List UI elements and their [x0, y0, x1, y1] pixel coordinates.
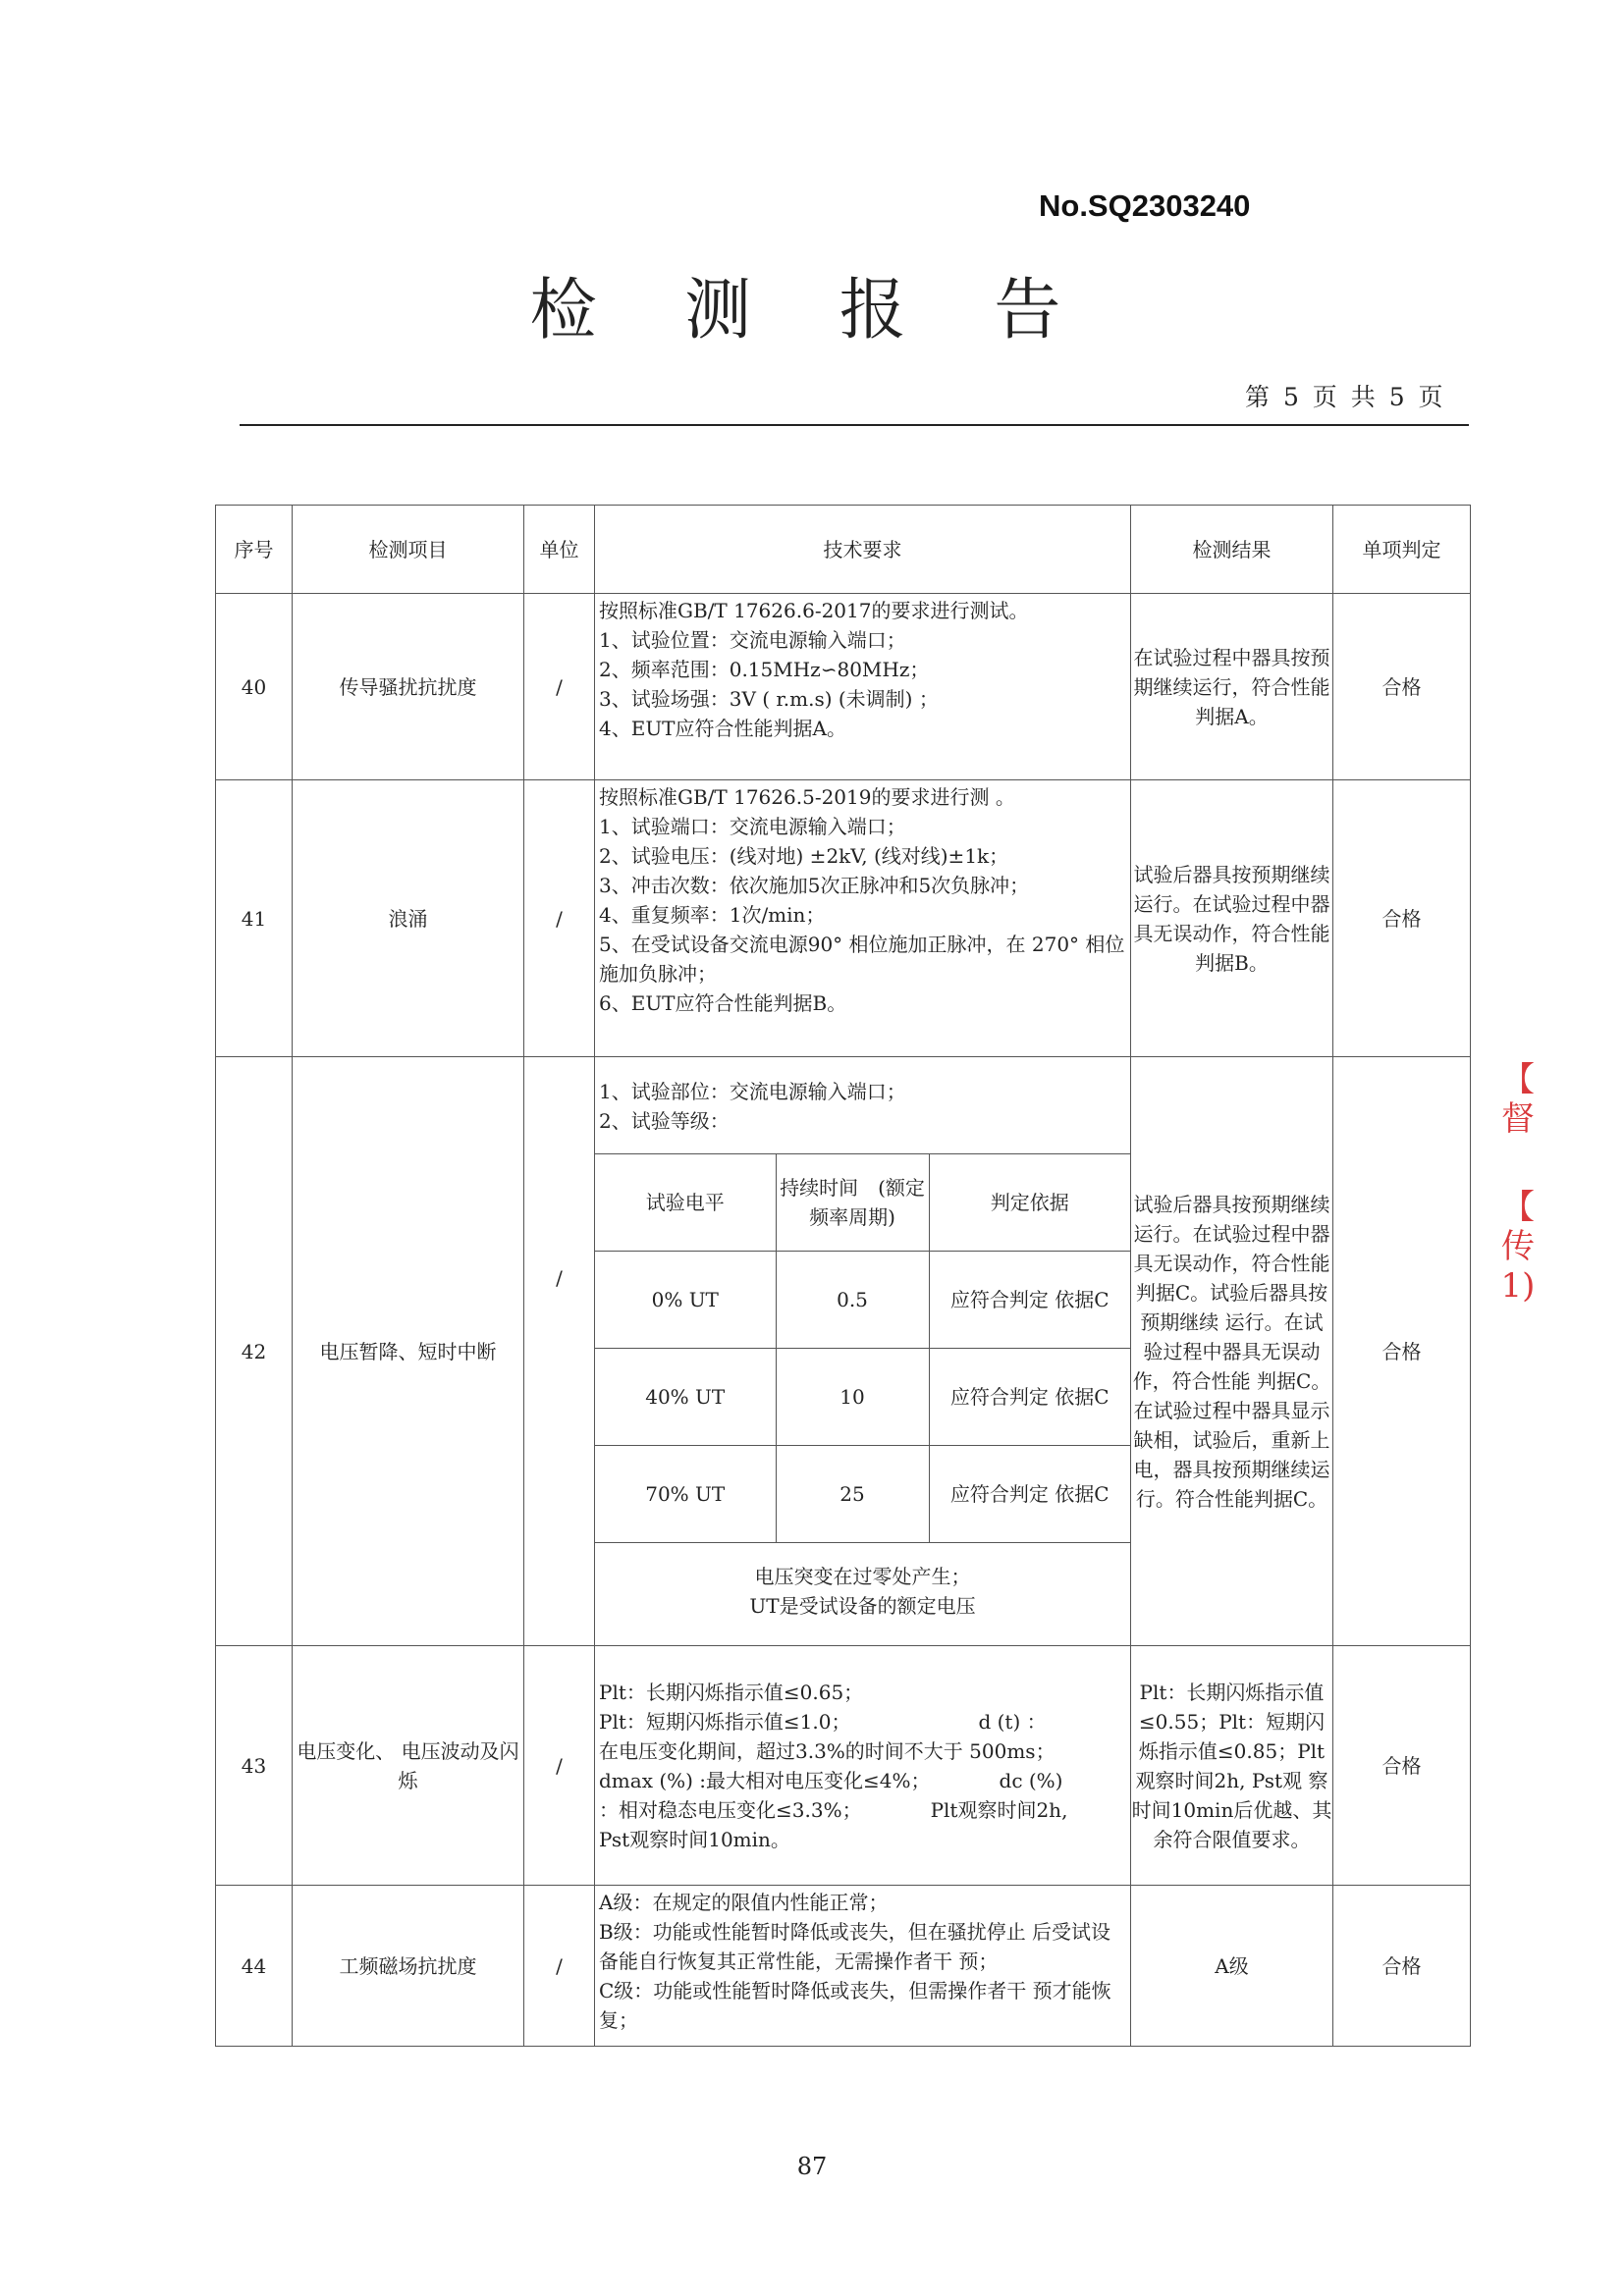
- test-level-table: [595, 1153, 1130, 1639]
- requirements: [595, 1886, 1131, 2047]
- report-number: No.SQ2303240: [1039, 188, 1251, 223]
- requirement-line: Plt：长期闪烁指示值≤0.65；: [599, 1680, 864, 1704]
- document-title: 检 测 报 告: [529, 272, 1095, 349]
- note-line: 电压突变在过零处产生；: [754, 1565, 971, 1588]
- table-header-row: [216, 506, 1471, 594]
- page-indicator: 第 5 页 共 5 页: [1245, 383, 1446, 411]
- requirement-line: Pst观察时间10min。: [599, 1827, 790, 1851]
- requirement-line: dmax (%) :最大相对电压变化≤4%； dc (%): [599, 1768, 1063, 1792]
- note-line: UT是受试设备的额定电压: [749, 1594, 976, 1618]
- requirement-line: C级：功能或性能暂时降低或丧失，但需操作者干 预才能恢复；: [599, 1979, 1111, 2032]
- criterion: 应符合判定 依据C: [929, 1252, 1130, 1349]
- row-number: 42: [216, 1057, 293, 1646]
- requirement-line: Plt：短期闪烁指示值≤1.0； d (t) ：: [599, 1709, 1047, 1734]
- table-row: [216, 780, 1471, 1057]
- test-item: 浪涌: [293, 780, 524, 1057]
- requirement-line: 2、频率范围：0.15MHz∽80MHz；: [599, 658, 930, 681]
- unit: /: [524, 1886, 595, 2047]
- test-result: 试验后器具按预期继续 运行。在试验过程中器 具无误动作，符合性能 判据B。: [1131, 780, 1333, 1057]
- unit: /: [524, 1057, 595, 1646]
- requirement-line: 1、试验部位：交流电源输入端口；: [599, 1080, 906, 1103]
- requirement-line: 3、试验场强：3V ( r.m.s) (未调制) ；: [599, 687, 939, 711]
- sub-table-row: [595, 1252, 1130, 1349]
- column-header: 单项判定: [1333, 506, 1471, 594]
- duration: 0.5: [776, 1252, 929, 1349]
- requirement-line: 4、EUT应符合性能判据A。: [599, 717, 846, 740]
- row-number: 40: [216, 594, 293, 780]
- test-item: 电压变化、 电压波动及闪烁: [293, 1646, 524, 1886]
- column-header: 检测项目: [293, 506, 524, 594]
- sub-table-row: [595, 1446, 1130, 1543]
- requirements: [595, 780, 1131, 1057]
- requirement-line: B级：功能或性能暂时降低或丧失，但在骚扰停止 后受试设备能自行恢复其正常性能，无需操作者干 预；: [599, 1920, 1111, 1973]
- sub-table-header: [595, 1154, 1130, 1252]
- table-row: [216, 594, 1471, 780]
- sub-column-header: 持续时间 (额定频率周期): [776, 1154, 929, 1252]
- criterion: 应符合判定 依据C: [929, 1349, 1130, 1446]
- test-level: 70% UT: [595, 1446, 776, 1543]
- table-row: [216, 1886, 1471, 2047]
- page-number: 87: [796, 2153, 828, 2180]
- unit: /: [524, 780, 595, 1057]
- row-number: 43: [216, 1646, 293, 1886]
- row-number: 44: [216, 1886, 293, 2047]
- test-result: 试验后器具按预期继续 运行。在试验过程中器 具无误动作，符合性能 判据C。试验后器具按预期继续 运行。在试验过程中器具无误动作，符合性能 判据C。在试验过程中器具显示 缺相，试验后，重新上 电，器具按预期继续运 行。符合性能判据C。: [1131, 1057, 1333, 1646]
- column-header: 单位: [524, 506, 595, 594]
- header-divider: [240, 424, 1469, 426]
- requirements: [595, 1057, 1131, 1646]
- column-header: 检测结果: [1131, 506, 1333, 594]
- requirements: [595, 594, 1131, 780]
- requirement-line: 按照标准GB/T 17626.5-2019的要求进行测 。: [599, 785, 1015, 809]
- sub-column-header: 试验电平: [595, 1154, 776, 1252]
- verdict: 合格: [1333, 1646, 1471, 1886]
- duration: 25: [776, 1446, 929, 1543]
- requirement-line: 按照标准GB/T 17626.6-2017的要求进行测试。: [599, 599, 1029, 622]
- requirement-line: 1、试验端口：交流电源输入端口；: [599, 815, 906, 838]
- requirement-line: 6、EUT应符合性能判据B。: [599, 991, 847, 1015]
- sub-column-header: 判定依据: [929, 1154, 1130, 1252]
- requirement-line: A级：在规定的限值内性能正常；: [599, 1891, 889, 1914]
- test-item: 电压暂降、短时中断: [293, 1057, 524, 1646]
- stamp-glyph: 传: [1501, 1227, 1535, 1266]
- stamp-glyph: 督: [1501, 1099, 1535, 1139]
- test-level: 40% UT: [595, 1349, 776, 1446]
- test-result: Plt：长期闪烁指示值≤0.55；Plt：短期闪烁指示值≤0.85；Plt观察时间2h, Pst观 察时间10min后优越、其 余符合限值要求。: [1131, 1646, 1333, 1886]
- requirement-line: 在电压变化期间，超过3.3%的时间不大于 500ms；: [599, 1738, 1056, 1763]
- requirement-line: 4、重复频率：1次/min；: [599, 903, 826, 927]
- sub-table-row: [595, 1349, 1130, 1446]
- column-header: 序号: [216, 506, 293, 594]
- verdict: 合格: [1333, 1057, 1471, 1646]
- stamp-glyph: 1): [1500, 1266, 1536, 1306]
- verdict: 合格: [1333, 594, 1471, 780]
- verdict: 合格: [1333, 1886, 1471, 2047]
- test-result: A级: [1131, 1886, 1333, 2047]
- unit: /: [524, 1646, 595, 1886]
- requirements: [595, 1646, 1131, 1886]
- requirement-line: 3、冲击次数：依次施加5次正脉冲和5次负脉冲；: [599, 874, 1030, 897]
- test-item: 传导骚扰抗扰度: [293, 594, 524, 780]
- requirement-line: 2、试验电压：(线对地) ±2kV, (线对线)±1k；: [599, 844, 1009, 868]
- test-level: 0% UT: [595, 1252, 776, 1349]
- stamp-glyph: 【: [1501, 1060, 1535, 1099]
- criterion: 应符合判定 依据C: [929, 1446, 1130, 1543]
- duration: 10: [776, 1349, 929, 1446]
- requirement-line: 1、试验位置：交流电源输入端口；: [599, 628, 906, 652]
- table-row: [216, 1646, 1471, 1886]
- row-number: 41: [216, 780, 293, 1057]
- verdict: 合格: [1333, 780, 1471, 1057]
- stamp-glyph: 【: [1501, 1188, 1535, 1227]
- test-result: 在试验过程中器具按预 期继续运行，符合性能 判据A。: [1131, 594, 1333, 780]
- test-item: 工频磁场抗扰度: [293, 1886, 524, 2047]
- test-results-table: [215, 505, 1471, 2047]
- column-header: 技术要求: [595, 506, 1131, 594]
- seal-stamp: [1498, 1060, 1538, 1384]
- requirement-line: 5、在受试设备交流电源90° 相位施加正脉冲，在 270° 相位施加负脉冲；: [599, 933, 1125, 986]
- sub-table-note-row: [595, 1543, 1130, 1640]
- requirement-line: ：相对稳态电压变化≤3.3%； Plt观察时间2h,: [599, 1797, 1068, 1822]
- unit: /: [524, 594, 595, 780]
- requirement-line: 2、试验等级：: [599, 1109, 730, 1133]
- table-row: [216, 1057, 1471, 1646]
